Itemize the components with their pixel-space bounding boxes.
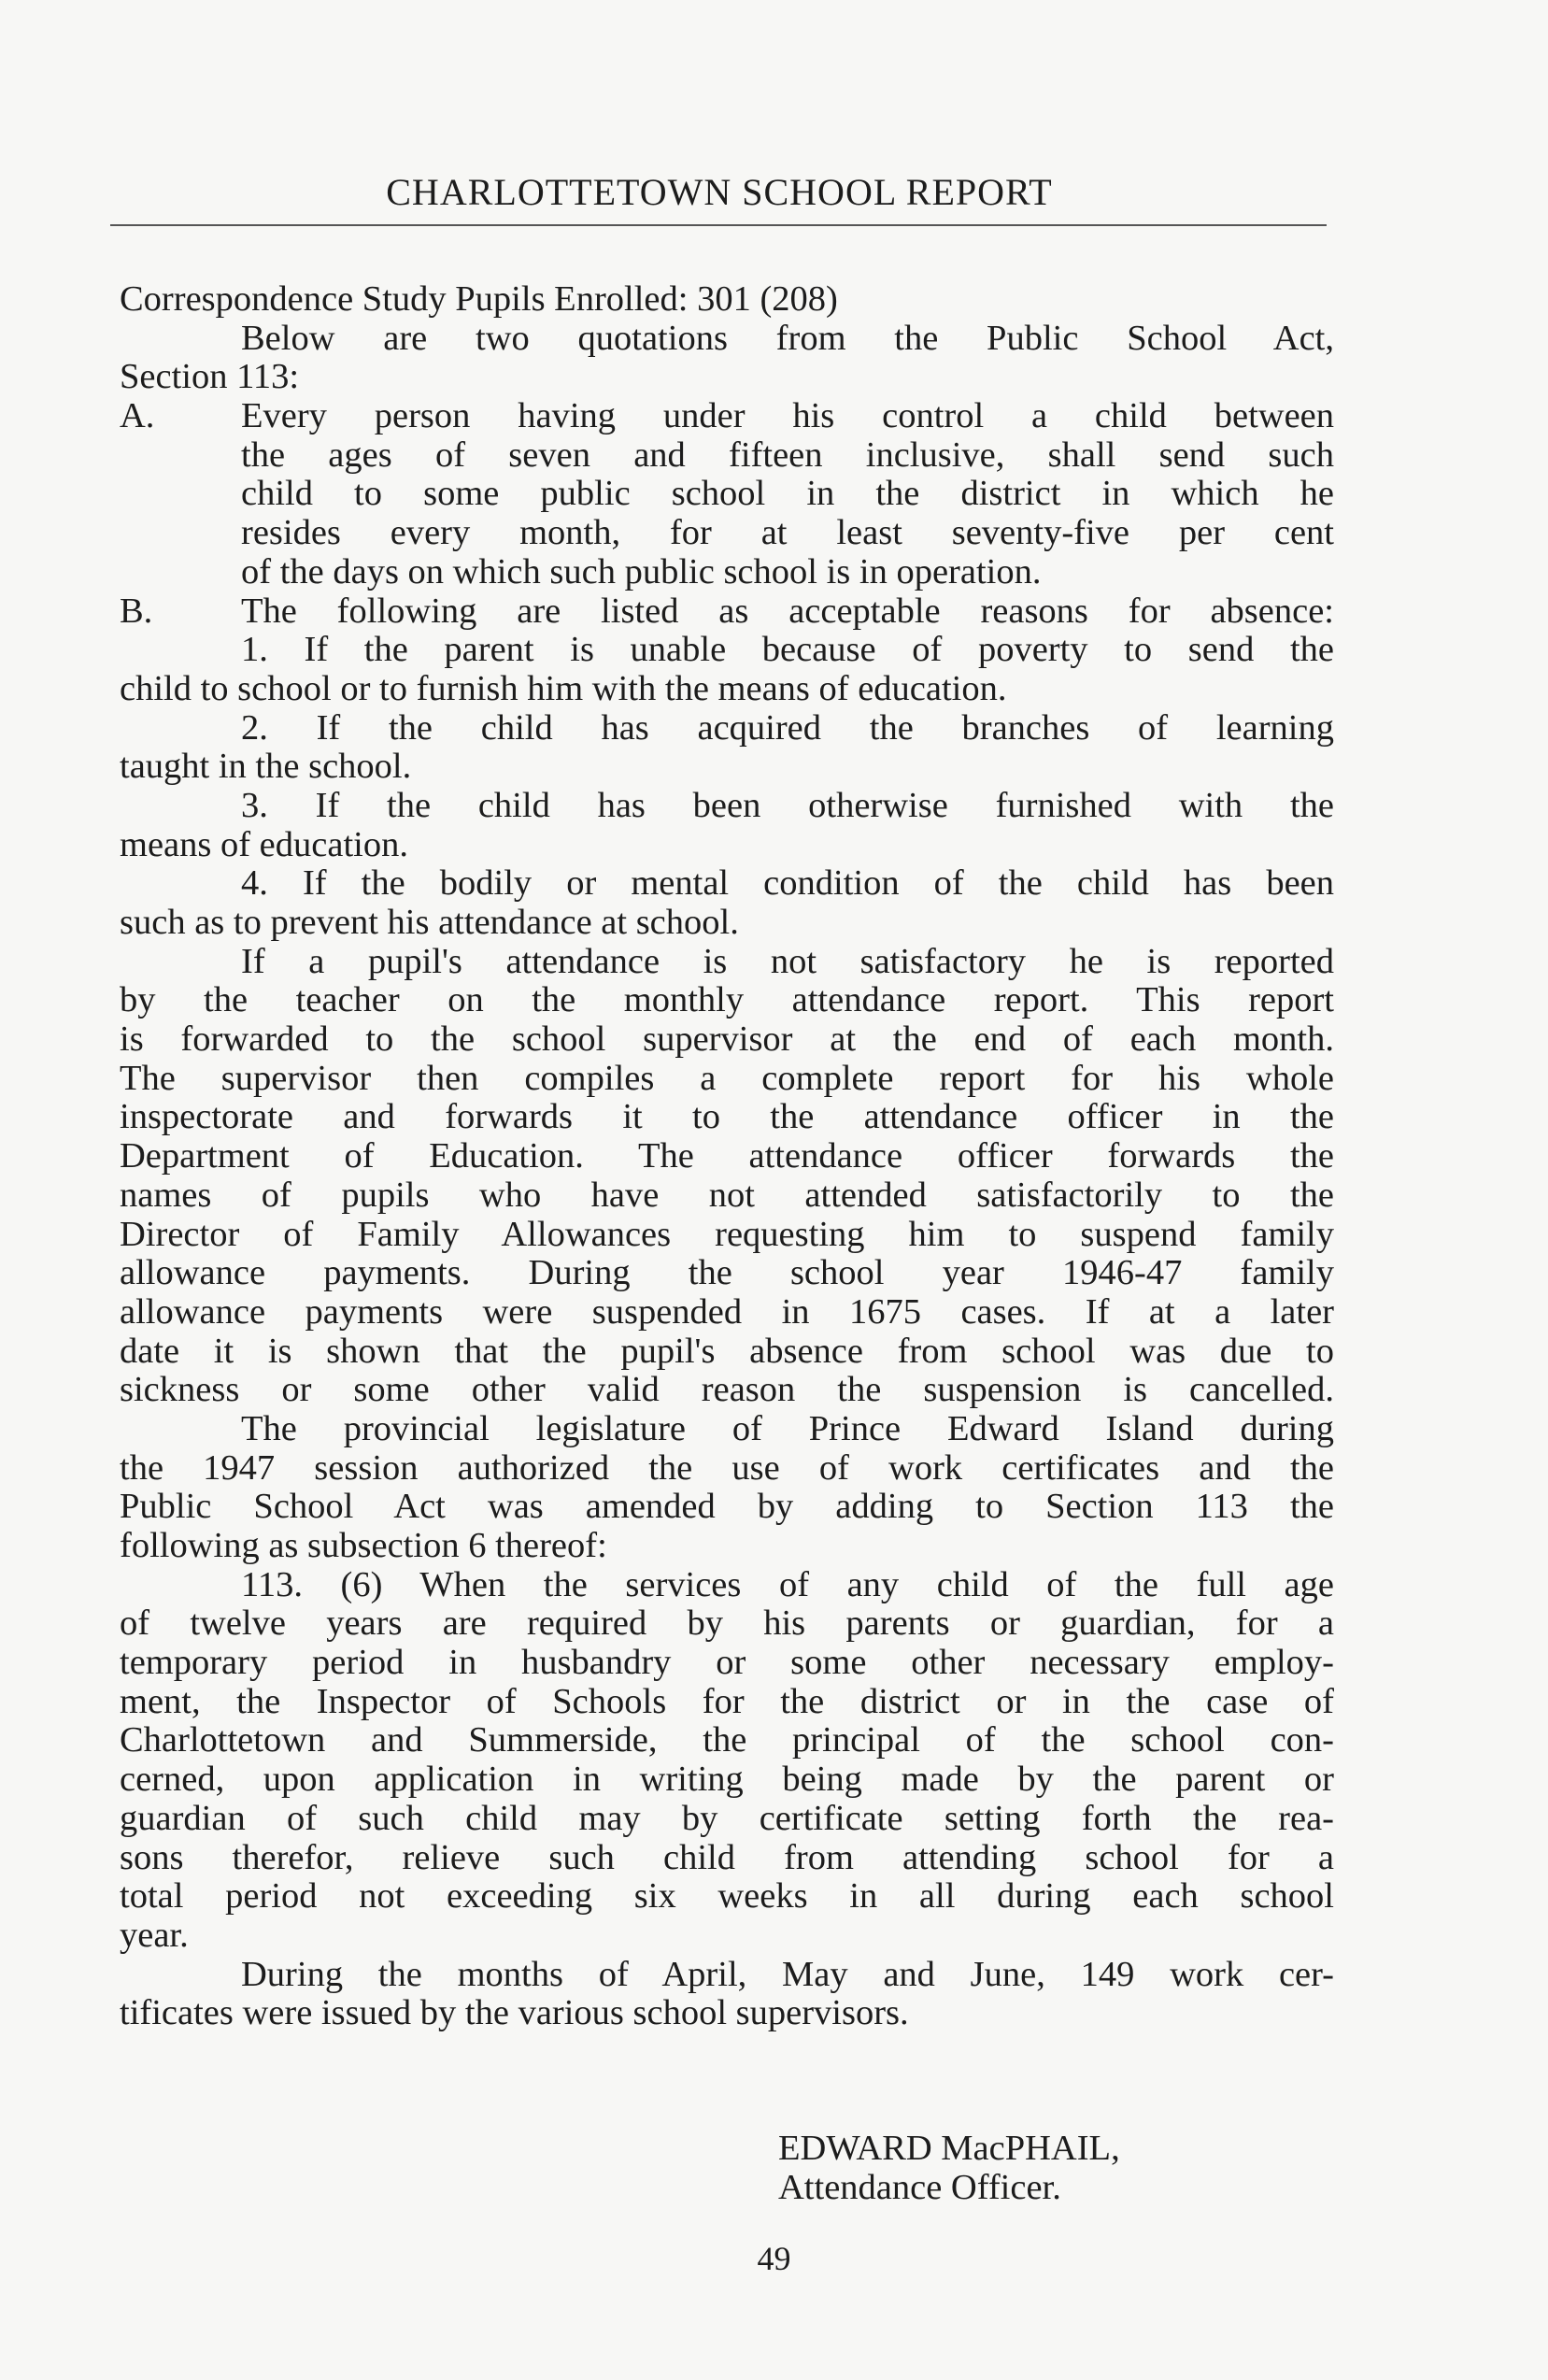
- attendance-line: date it is shown that the pupil's absence from school was due to: [120, 1331, 1334, 1371]
- page-number: 49: [757, 2240, 791, 2277]
- reason-line: means of education.: [120, 824, 408, 864]
- attendance-line: by the teacher on the monthly attendance report. This report: [120, 980, 1334, 1020]
- reason-line: 4. If the bodily or mental condition of the child has been: [241, 863, 1334, 904]
- certificates-line: During the months of April, May and June, 149 work cer-: [241, 1954, 1334, 1994]
- signature-block: [778, 2129, 1120, 2207]
- quote-b-row: [120, 592, 1334, 632]
- attendance-line: Director of Family Allowances requesting him to suspend family: [120, 1214, 1334, 1254]
- attendance-line: sickness or some other valid reason the suspension is cancelled.: [120, 1370, 1334, 1410]
- intro-line: Section 113:: [120, 357, 300, 397]
- legislature-line: the 1947 session authorized the use of work certificates and the: [120, 1447, 1334, 1488]
- legislature-line: Public School Act was amended by adding to Section 113 the: [120, 1487, 1334, 1527]
- subsection-line: guardian of such child may by certificate setting forth the rea-: [120, 1798, 1334, 1838]
- attendance-line: The supervisor then compiles a complete report for his whole: [120, 1058, 1334, 1098]
- reason-line: 3. If the child has been otherwise furnished with the: [241, 785, 1334, 825]
- legislature-line: following as subsection 6 thereof:: [120, 1526, 607, 1565]
- attendance-line: If a pupil's attendance is not satisfactory he is reported: [241, 941, 1334, 981]
- reason-line: child to school or to furnish him with the means of education.: [120, 668, 1007, 708]
- subsection-line: year.: [120, 1915, 189, 1955]
- subsection-line: of twelve years are required by his parents or guardian, for a: [120, 1603, 1334, 1644]
- body-text: [120, 280, 1334, 2033]
- quote-a-line: of the days on which such public school is in operation.: [241, 551, 1042, 591]
- reason-line: 1. If the parent is unable because of poverty to send the: [241, 630, 1334, 670]
- quote-a-label: A.: [120, 396, 155, 436]
- signature-name: EDWARD MacPHAIL,: [778, 2129, 1120, 2168]
- attendance-line: allowance payments were suspended in 1675 cases. If at a later: [120, 1291, 1334, 1332]
- subsection-line: temporary period in husbandry or some other necessary employ-: [120, 1643, 1334, 1683]
- quote-b-label: B.: [120, 591, 153, 631]
- quote-a-line: child to some public school in the district in which he: [241, 474, 1334, 514]
- enrollment-line: Correspondence Study Pupils Enrolled: 301 (208): [120, 279, 838, 319]
- page-header: CHARLOTTETOWN SCHOOL REPORT: [386, 171, 1053, 213]
- subsection-line: ment, the Inspector of Schools for the district or in the case of: [120, 1681, 1334, 1721]
- subsection-line: Charlottetown and Summerside, the principal of the school con-: [120, 1720, 1334, 1760]
- attendance-line: names of pupils who have not attended satisfactorily to the: [120, 1175, 1334, 1215]
- reason-line: taught in the school.: [120, 747, 412, 787]
- attendance-line: Department of Education. The attendance officer forwards the: [120, 1136, 1334, 1176]
- legislature-line: The provincial legislature of Prince Edward Island during: [241, 1408, 1334, 1448]
- reason-line: such as to prevent his attendance at school.: [120, 903, 739, 942]
- header-rule: [110, 224, 1327, 226]
- quote-a-line: the ages of seven and fifteen inclusive, shall send such: [241, 435, 1334, 475]
- signature-title: Attendance Officer.: [778, 2168, 1061, 2207]
- attendance-line: allowance payments. During the school year 1946-47 family: [120, 1253, 1334, 1293]
- attendance-line: is forwarded to the school supervisor at the end of each month.: [120, 1019, 1334, 1060]
- certificates-line: tificates were issued by the various school supervisors.: [120, 1993, 909, 2033]
- attendance-line: inspectorate and forwards it to the attendance officer in the: [120, 1097, 1334, 1137]
- subsection-line: 113. (6) When the services of any child of the full age: [241, 1564, 1334, 1604]
- reason-line: 2. If the child has acquired the branches of learning: [241, 707, 1334, 748]
- quote-b-line: The following are listed as acceptable reasons for absence:: [241, 591, 1334, 631]
- subsection-line: cerned, upon application in writing being made by the parent or: [120, 1760, 1334, 1800]
- quote-a-line: Every person having under his control a child between: [241, 396, 1334, 436]
- quote-a-line: resides every month, for at least seventy-five per cent: [241, 513, 1334, 553]
- subsection-line: total period not exceeding six weeks in all during each school: [120, 1876, 1334, 1917]
- quote-a-row: [120, 397, 1334, 436]
- intro-line: Below are two quotations from the Public School Act,: [241, 318, 1334, 358]
- subsection-line: sons therefor, relieve such child from attending school for a: [120, 1837, 1334, 1877]
